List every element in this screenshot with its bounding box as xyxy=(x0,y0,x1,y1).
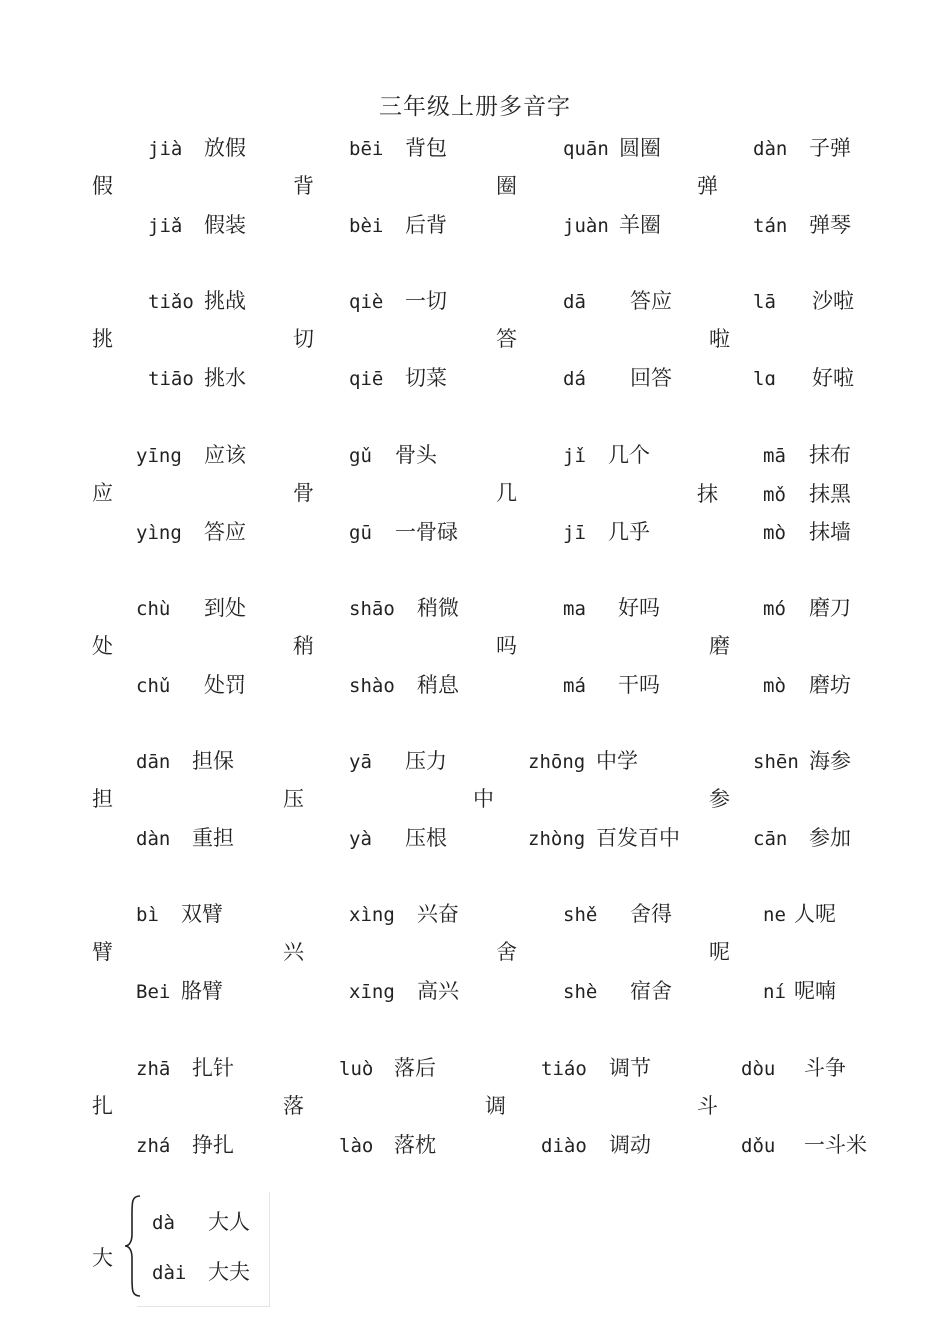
pinyin: mǒ xyxy=(763,483,786,506)
pinyin: cān xyxy=(753,828,788,850)
pinyin: luò xyxy=(339,1058,374,1080)
pinyin: chù xyxy=(136,598,171,620)
pinyin: tán xyxy=(753,215,788,237)
pinyin: shēn xyxy=(753,751,799,773)
pinyin: quān xyxy=(563,138,609,160)
pinyin: jià xyxy=(148,138,183,160)
pinyin: lā xyxy=(753,291,776,313)
pinyin: bì xyxy=(136,904,159,926)
word: 压根 xyxy=(405,826,447,850)
word: 压力 xyxy=(405,749,447,773)
polyphonic-char: 应 xyxy=(92,481,113,505)
word: 干吗 xyxy=(618,673,660,697)
pinyin: shāo xyxy=(349,598,395,620)
word: 扎针 xyxy=(192,1056,234,1080)
pinyin: lɑ xyxy=(753,368,776,390)
polyphonic-char: 舍 xyxy=(496,940,517,964)
word: 几个 xyxy=(608,443,650,467)
word: 胳臂 xyxy=(181,979,223,1003)
pinyin: lào xyxy=(339,1135,374,1157)
word: 应该 xyxy=(204,443,246,467)
pinyin: gǔ xyxy=(349,445,372,467)
pinyin: yīng xyxy=(136,445,182,467)
pinyin: qiè xyxy=(349,291,384,313)
pinyin: chǔ xyxy=(136,675,171,697)
pinyin: Bei xyxy=(136,981,171,1003)
pinyin: yā xyxy=(349,751,372,773)
pinyin: tiáo xyxy=(541,1058,587,1080)
word: 到处 xyxy=(204,596,246,620)
pinyin: yìng xyxy=(136,522,182,544)
polyphonic-char: 骨 xyxy=(293,481,314,505)
polyphonic-char: 呢 xyxy=(709,940,730,964)
pinyin: zhòng xyxy=(528,828,586,850)
word: 抹黑 xyxy=(809,481,851,506)
word: 海参 xyxy=(809,749,851,773)
pinyin: juàn xyxy=(563,215,609,237)
word: 落枕 xyxy=(394,1133,436,1157)
word: 背包 xyxy=(405,136,447,160)
pinyin: zhōng xyxy=(528,751,586,773)
word: 呢喃 xyxy=(794,979,836,1003)
pinyin: ne xyxy=(763,904,786,926)
word: 挑战 xyxy=(204,289,246,313)
word: 磨刀 xyxy=(809,596,851,620)
polyphonic-char: 圈 xyxy=(496,174,517,198)
word: 答应 xyxy=(204,520,246,544)
word: 人呢 xyxy=(794,902,836,926)
polyphonic-char: 吗 xyxy=(496,634,517,658)
pinyin: shào xyxy=(349,675,395,697)
pinyin: mā xyxy=(763,445,786,467)
word: 一斗米 xyxy=(804,1133,867,1157)
polyphonic-char: 参 xyxy=(709,787,730,811)
pinyin: diào xyxy=(541,1135,587,1157)
word: 后背 xyxy=(405,213,447,237)
polyphonic-char: 挑 xyxy=(92,327,113,351)
pinyin: xīng xyxy=(349,981,395,1003)
polyphonic-char: 调 xyxy=(485,1094,506,1118)
polyphonic-char: 背 xyxy=(293,174,314,198)
pinyin: zhá xyxy=(136,1135,171,1157)
pinyin: jī xyxy=(563,522,586,544)
polyphonic-char: 稍 xyxy=(293,634,314,658)
pinyin: mó xyxy=(763,598,786,620)
polyphonic-char: 抹 xyxy=(697,481,718,506)
pinyin: yà xyxy=(349,828,372,850)
polyphonic-char: 处 xyxy=(92,634,113,658)
word: 放假 xyxy=(204,136,246,160)
word: 抹布 xyxy=(809,443,851,467)
word: 切菜 xyxy=(405,366,447,390)
polyphonic-char: 磨 xyxy=(709,634,730,658)
polyphonic-char: 扎 xyxy=(92,1094,113,1118)
word: 回答 xyxy=(630,366,672,390)
pinyin: mò xyxy=(763,675,786,697)
word: 好吗 xyxy=(618,596,660,620)
polyphonic-char-da: 大 xyxy=(92,1246,113,1270)
word: 调动 xyxy=(609,1133,651,1157)
pinyin: dā xyxy=(563,291,586,313)
polyphonic-char: 中 xyxy=(473,787,494,811)
pinyin: xìng xyxy=(349,904,395,926)
pinyin: jǐ xyxy=(563,445,586,467)
word: 中学 xyxy=(596,749,638,773)
word: 好啦 xyxy=(812,366,854,390)
pinyin: shě xyxy=(563,904,598,926)
word: 舍得 xyxy=(630,902,672,926)
word: 双臂 xyxy=(181,902,223,926)
word: 骨头 xyxy=(395,443,437,467)
pinyin: dǒu xyxy=(741,1135,776,1157)
polyphonic-char: 臂 xyxy=(92,940,113,964)
polyphonic-char: 弹 xyxy=(697,174,718,198)
brace-icon xyxy=(122,1194,144,1298)
pinyin: gū xyxy=(349,522,372,544)
polyphonic-char: 啦 xyxy=(709,327,730,351)
word: 几乎 xyxy=(608,520,650,544)
word: 稍息 xyxy=(417,673,459,697)
polyphonic-char: 落 xyxy=(283,1094,304,1118)
page-title: 三年级上册多音字 xyxy=(379,94,571,120)
pinyin: dàn xyxy=(136,828,171,850)
word: 百发百中 xyxy=(596,826,680,850)
word: 落后 xyxy=(394,1056,436,1080)
pinyin: bèi xyxy=(349,215,384,237)
pinyin: jiǎ xyxy=(148,215,183,237)
pinyin: mò xyxy=(763,522,786,544)
word: 子弹 xyxy=(809,136,851,160)
word: 大人 xyxy=(208,1210,250,1234)
word: 参加 xyxy=(809,826,851,850)
word: 磨坊 xyxy=(809,673,851,697)
pinyin: tiǎo xyxy=(148,291,194,313)
pinyin: bēi xyxy=(349,138,384,160)
pinyin: dà xyxy=(152,1212,175,1234)
word: 兴奋 xyxy=(417,902,459,926)
polyphonic-char: 几 xyxy=(496,481,517,505)
word: 高兴 xyxy=(417,979,459,1003)
pinyin: ma xyxy=(563,598,586,620)
pinyin: ní xyxy=(763,981,786,1003)
word: 挑水 xyxy=(204,366,246,390)
polyphonic-char: 压 xyxy=(283,787,304,811)
pinyin: dài xyxy=(152,1262,187,1284)
word: 调节 xyxy=(609,1056,651,1080)
word: 宿舍 xyxy=(630,979,672,1003)
word: 重担 xyxy=(192,826,234,850)
word: 圆圈 xyxy=(619,136,661,160)
pinyin: dòu xyxy=(741,1058,776,1080)
word: 挣扎 xyxy=(192,1133,234,1157)
pinyin: zhā xyxy=(136,1058,171,1080)
polyphonic-char: 答 xyxy=(496,327,517,351)
word: 一切 xyxy=(405,289,447,313)
word: 抹墙 xyxy=(809,520,851,544)
polyphonic-char: 切 xyxy=(293,327,314,351)
pinyin: qiē xyxy=(349,368,384,390)
word: 处罚 xyxy=(204,673,246,697)
word: 假装 xyxy=(204,213,246,237)
polyphonic-char: 斗 xyxy=(697,1094,718,1118)
pinyin: dàn xyxy=(753,138,788,160)
polyphonic-char: 假 xyxy=(92,174,113,198)
word: 羊圈 xyxy=(619,213,661,237)
word: 弹琴 xyxy=(809,213,851,237)
polyphonic-char: 担 xyxy=(92,787,113,811)
word: 大夫 xyxy=(208,1260,250,1284)
word: 答应 xyxy=(630,289,672,313)
pinyin: má xyxy=(563,675,586,697)
word: 担保 xyxy=(192,749,234,773)
word: 沙啦 xyxy=(812,289,854,313)
word: 斗争 xyxy=(804,1056,846,1080)
word: 一骨碌 xyxy=(395,520,458,544)
pinyin: shè xyxy=(563,981,598,1003)
pinyin: dān xyxy=(136,751,171,773)
pinyin: dá xyxy=(563,368,586,390)
polyphonic-char: 兴 xyxy=(283,940,304,964)
last-entry-box xyxy=(137,1192,270,1307)
word: 稍微 xyxy=(417,596,459,620)
pinyin: tiāo xyxy=(148,368,194,390)
